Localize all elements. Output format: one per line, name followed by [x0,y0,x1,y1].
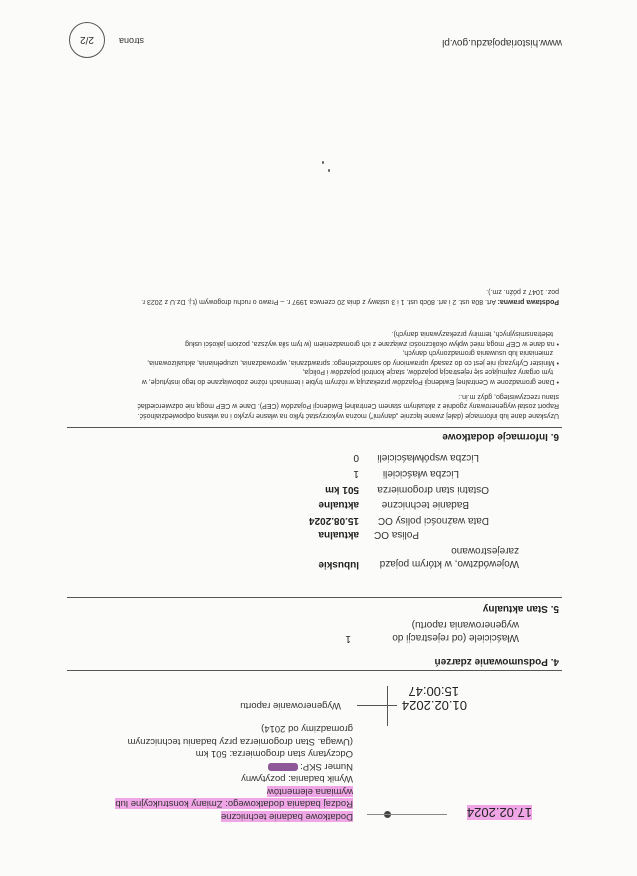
timeline-connector [357,705,397,706]
footer-page-label: strona [118,36,144,46]
event-line: wymiana elementów [266,786,353,797]
summary-owners-value: 1 [345,633,351,644]
state-row-value: 501 km [325,484,359,495]
event-line: Wynik badania: pozytywny [241,773,353,785]
section-title: 4. Podsumowanie zdarzeń [434,656,559,667]
bullet-item: • Minister Cyfryzacji nie jest co do zasady uprawniony do samodzielnego: sprawdzania, wprowadzania, uzupełniania, aktualizowania, [147,359,559,366]
state-row-label: Województwo, w którym pojazd zarejestrowano [379,545,519,569]
state-row-value: aktualna [318,529,359,540]
event-line: Rodzaj badania dodatkowego: Zmiany konstrukcyjne lub [115,798,353,810]
event-details [93,722,353,822]
state-row-value: 0 [353,452,359,463]
section-divider [67,427,562,428]
event-date: 01.02.2024 [401,698,467,713]
event-date: 17.02.2024 [466,805,532,820]
event-line: Odczytany stan drogomierza: 501 km [195,748,353,760]
section-title: 5. Stan aktualny [482,603,559,614]
summary-owners-label: Właściciele (od rejestracji do wygenerowania raportu) [392,619,519,643]
disclaimer-paragraph: Uzyskane dane lub informacje (dalej zwane łącznie „danymi”) można wykorzystać tylko na własne ryzyko i na własną odpowiedzialność. Raport został wygenerowany zgodnie z aktualnym stanem Centralnej Ewidencji Pojazdów (CEP). Dane w CEP mogą nie odzwierciedlać stanu rzeczywistego, gdyż m.in.: [137,393,559,419]
bullet-item-cont: teletransmisyjnych, terminy przekazywania danych). [391,330,553,338]
footer-url: www.historiapojazdu.gov.pl [442,37,562,48]
scan-speck [322,161,324,164]
event-time: 15:00:47 [408,684,459,699]
bullet-item-cont: zmieniania lub usuwania gromadzonych danych, [402,349,553,357]
event-line: gromadzimy od 2014) [261,723,353,735]
state-row-label: Polisa OC [373,529,419,540]
state-row-value: lubuskie [318,559,359,570]
event-line: (Uwaga. Stan drogomierza przy badaniu technicznym [127,736,353,747]
timeline-vertical-line [387,686,388,726]
timeline-connector [367,814,447,815]
bullet-item: • na dane w CEP mogą mieć wpływ okoliczności związane z ich gromadzeniem (w tym siła wyższa, poziom jakości usług [185,340,559,347]
state-row-label: Data ważności polisy OC [377,515,489,526]
event-details [240,699,341,712]
page-number-badge: 2/2 [69,22,105,58]
state-row-value: 15.08.2024 [308,515,359,526]
bullet-item-cont: tym organy zajmujące się rejestracją pojazdów, stacje kontroli pojazdów i Policja, [302,368,553,376]
state-row-label: Liczba właścicieli [382,468,459,479]
section-divider [67,670,562,671]
state-row-label: Liczba współwłaścicieli [377,452,479,463]
event-line: Dodatkowe badanie techniczne [220,811,353,822]
state-row-value: 1 [353,468,359,479]
disclaimer-bullets [63,329,559,386]
state-row-value: aktualne [318,499,359,510]
event-line: Numer SKP: [93,760,353,773]
redacted-mark [268,763,298,771]
state-row-label: Badanie techniczne [381,499,469,510]
section-divider [67,597,562,598]
legal-basis: Podstawa prawna: Art. 80a ust. 2 i art. 80cb ust. 1 i 3 ustawy z dnia 20 czerwca 1997 r. – Prawo o ruchu drogowym (t.j. Dz.U z 2023 r. poz. 1047 z późn. zm.). [141,288,559,305]
scan-speck [328,169,330,172]
state-row-label: Ostatni stan drogomierza [377,484,489,495]
section-title: 6. Informacje dodatkowe [442,431,559,442]
event-line: Wygenerowanie raportu [240,700,341,711]
bullet-item: • Dane gromadzone w Centralnej Ewidencji Pojazdów przekazują w różnym trybie i terminach różne zobowiązane do tego instytucje, w [141,378,559,385]
